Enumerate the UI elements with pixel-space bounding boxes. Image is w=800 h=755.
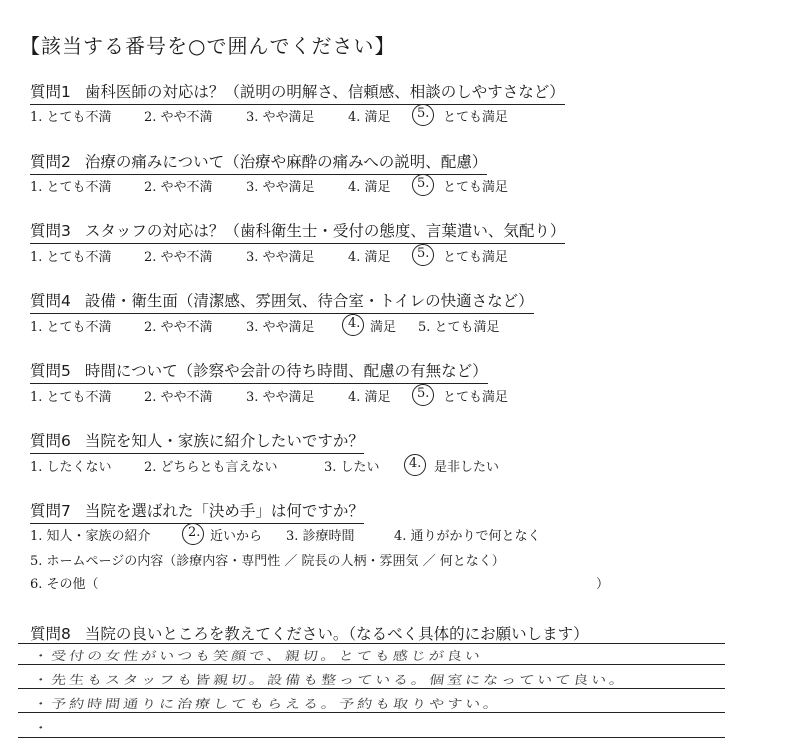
- page-title: 【該当する番号を○で囲んでください】: [20, 34, 396, 58]
- q4-selected-circle-mark: [342, 314, 364, 336]
- q5-option-3[interactable]: 3. やや満足: [246, 390, 315, 405]
- q4-option-3[interactable]: 3. やや満足: [246, 320, 315, 335]
- question-2-text: 治療の痛みについて（治療や麻酔の痛みへの説明、配慮）: [84, 153, 488, 171]
- q2-option-3[interactable]: 3. やや満足: [246, 180, 315, 195]
- question-3-number: 質問3: [30, 222, 71, 240]
- q1-option-5-label[interactable]: とても満足: [443, 110, 509, 125]
- question-5-options: [30, 386, 790, 406]
- q1-option-1[interactable]: 1. とても不満: [30, 110, 112, 125]
- question-7-text: 当院を選ばれた「決め手」は何ですか？: [84, 502, 364, 520]
- q7-selected-circle-mark: [182, 523, 204, 545]
- q7-option-1[interactable]: 1. 知人・家族の紹介: [30, 529, 151, 544]
- answer-line-5: [18, 737, 725, 738]
- question-6-heading: [30, 429, 364, 454]
- q7-option-6-close-paren: ）: [596, 577, 610, 592]
- question-5-number: 質問5: [30, 362, 71, 380]
- question-3-text: スタッフの対応は？（歯科衛生士・受付の態度、言葉遣い、気配り）: [84, 222, 566, 240]
- question-6-options: [30, 456, 790, 476]
- question-8-number: 質問8: [30, 625, 71, 643]
- question-1-options: [30, 106, 790, 126]
- answer-line-2: [18, 664, 725, 665]
- q3-selected-circle-mark: [412, 244, 434, 266]
- q2-option-5-label[interactable]: とても満足: [443, 180, 509, 195]
- q3-option-3[interactable]: 3. やや満足: [246, 250, 315, 265]
- q6-selected-circle-mark: [404, 454, 426, 476]
- q1-option-2[interactable]: 2. やや不満: [144, 110, 213, 125]
- q5-option-5-label[interactable]: とても満足: [443, 390, 509, 405]
- question-7-options-line-1: [30, 525, 790, 545]
- q5-option-4[interactable]: 4. 満足: [348, 390, 391, 405]
- handwritten-answer-2: ・先生もスタッフも皆親切。設備も整っている。個室になっていて良い。: [32, 672, 629, 688]
- q5-option-1[interactable]: 1. とても不満: [30, 390, 112, 405]
- q3-option-1[interactable]: 1. とても不満: [30, 250, 112, 265]
- q1-selected-circle-mark: [412, 104, 434, 126]
- q4-option-1[interactable]: 1. とても不満: [30, 320, 112, 335]
- q7-option-6[interactable]: 6. その他（: [30, 577, 99, 592]
- question-4-options: [30, 316, 790, 336]
- question-2-heading: [30, 150, 487, 175]
- question-6-text: 当院を知人・家族に紹介したいですか？: [84, 432, 364, 450]
- q3-option-2[interactable]: 2. やや不満: [144, 250, 213, 265]
- q6-option-1[interactable]: 1. したくない: [30, 460, 112, 475]
- question-4-number: 質問4: [30, 292, 71, 310]
- question-5-text: 時間について（診察や会計の待ち時間、配慮の有無など）: [84, 362, 488, 380]
- question-1-heading: [30, 80, 565, 105]
- question-2-options: [30, 176, 790, 196]
- q4-option-2[interactable]: 2. やや不満: [144, 320, 213, 335]
- q2-option-1[interactable]: 1. とても不満: [30, 180, 112, 195]
- question-6-number: 質問6: [30, 432, 71, 450]
- question-4-text: 設備・衛生面（清潔感、雰囲気、待合室・トイレの快適さなど）: [84, 292, 534, 310]
- q4-option-4-number[interactable]: 4.: [348, 316, 361, 331]
- answer-line-4: [18, 712, 725, 713]
- question-1-text: 歯科医師の対応は？（説明の明解さ、信頼感、相談のしやすさなど）: [84, 83, 565, 101]
- q7-option-5[interactable]: 5. ホームページの内容（診療内容・専門性 ／ 院長の人柄・雰囲気 ／ 何となく）: [30, 554, 505, 569]
- question-1-number: 質問1: [30, 83, 71, 101]
- q7-option-2-number[interactable]: 2.: [188, 525, 201, 540]
- q7-option-2-label[interactable]: 近いから: [210, 529, 263, 544]
- q5-option-5-number[interactable]: 5.: [417, 386, 430, 401]
- q3-option-5-number[interactable]: 5.: [417, 246, 430, 261]
- q7-option-3[interactable]: 3. 診療時間: [286, 529, 355, 544]
- question-3-heading: [30, 219, 565, 244]
- q2-option-2[interactable]: 2. やや不満: [144, 180, 213, 195]
- q2-option-5-number[interactable]: 5.: [417, 176, 430, 191]
- answer-line-3: [18, 688, 725, 689]
- handwritten-answer-1: ・受付の女性がいつも笑顔で、親切。とても感じが良い: [32, 648, 484, 664]
- question-2-number: 質問2: [30, 153, 71, 171]
- q3-option-5-label[interactable]: とても満足: [443, 250, 509, 265]
- question-8-text: 当院の良いところを教えてください。（なるべく具体的にお願いします）: [84, 625, 589, 643]
- handwritten-answer-4: ・: [32, 720, 53, 736]
- q1-option-4[interactable]: 4. 満足: [348, 110, 391, 125]
- q6-option-4-number[interactable]: 4.: [409, 456, 422, 471]
- q5-selected-circle-mark: [412, 384, 434, 406]
- q6-option-3[interactable]: 3. したい: [324, 460, 380, 475]
- q1-option-5-number[interactable]: 5.: [417, 106, 430, 121]
- q7-option-4[interactable]: 4. 通りがかりで何となく: [394, 529, 541, 544]
- question-7-number: 質問7: [30, 502, 71, 520]
- answer-line-1: [18, 643, 725, 644]
- question-3-options: [30, 246, 790, 266]
- handwritten-answer-3: ・予約時間通りに治療してもらえる。予約も取りやすい。: [32, 696, 503, 712]
- q2-selected-circle-mark: [412, 174, 434, 196]
- q6-option-4-label[interactable]: 是非したい: [434, 460, 500, 475]
- question-5-heading: [30, 359, 488, 384]
- q1-option-3[interactable]: 3. やや満足: [246, 110, 315, 125]
- q4-option-5[interactable]: 5. とても満足: [418, 320, 500, 335]
- question-7-heading: [30, 499, 364, 524]
- q6-option-2[interactable]: 2. どちらとも言えない: [144, 460, 278, 475]
- q2-option-4[interactable]: 4. 満足: [348, 180, 391, 195]
- q3-option-4[interactable]: 4. 満足: [348, 250, 391, 265]
- q5-option-2[interactable]: 2. やや不満: [144, 390, 213, 405]
- q4-option-4-label[interactable]: 満足: [370, 320, 397, 335]
- question-4-heading: [30, 289, 534, 314]
